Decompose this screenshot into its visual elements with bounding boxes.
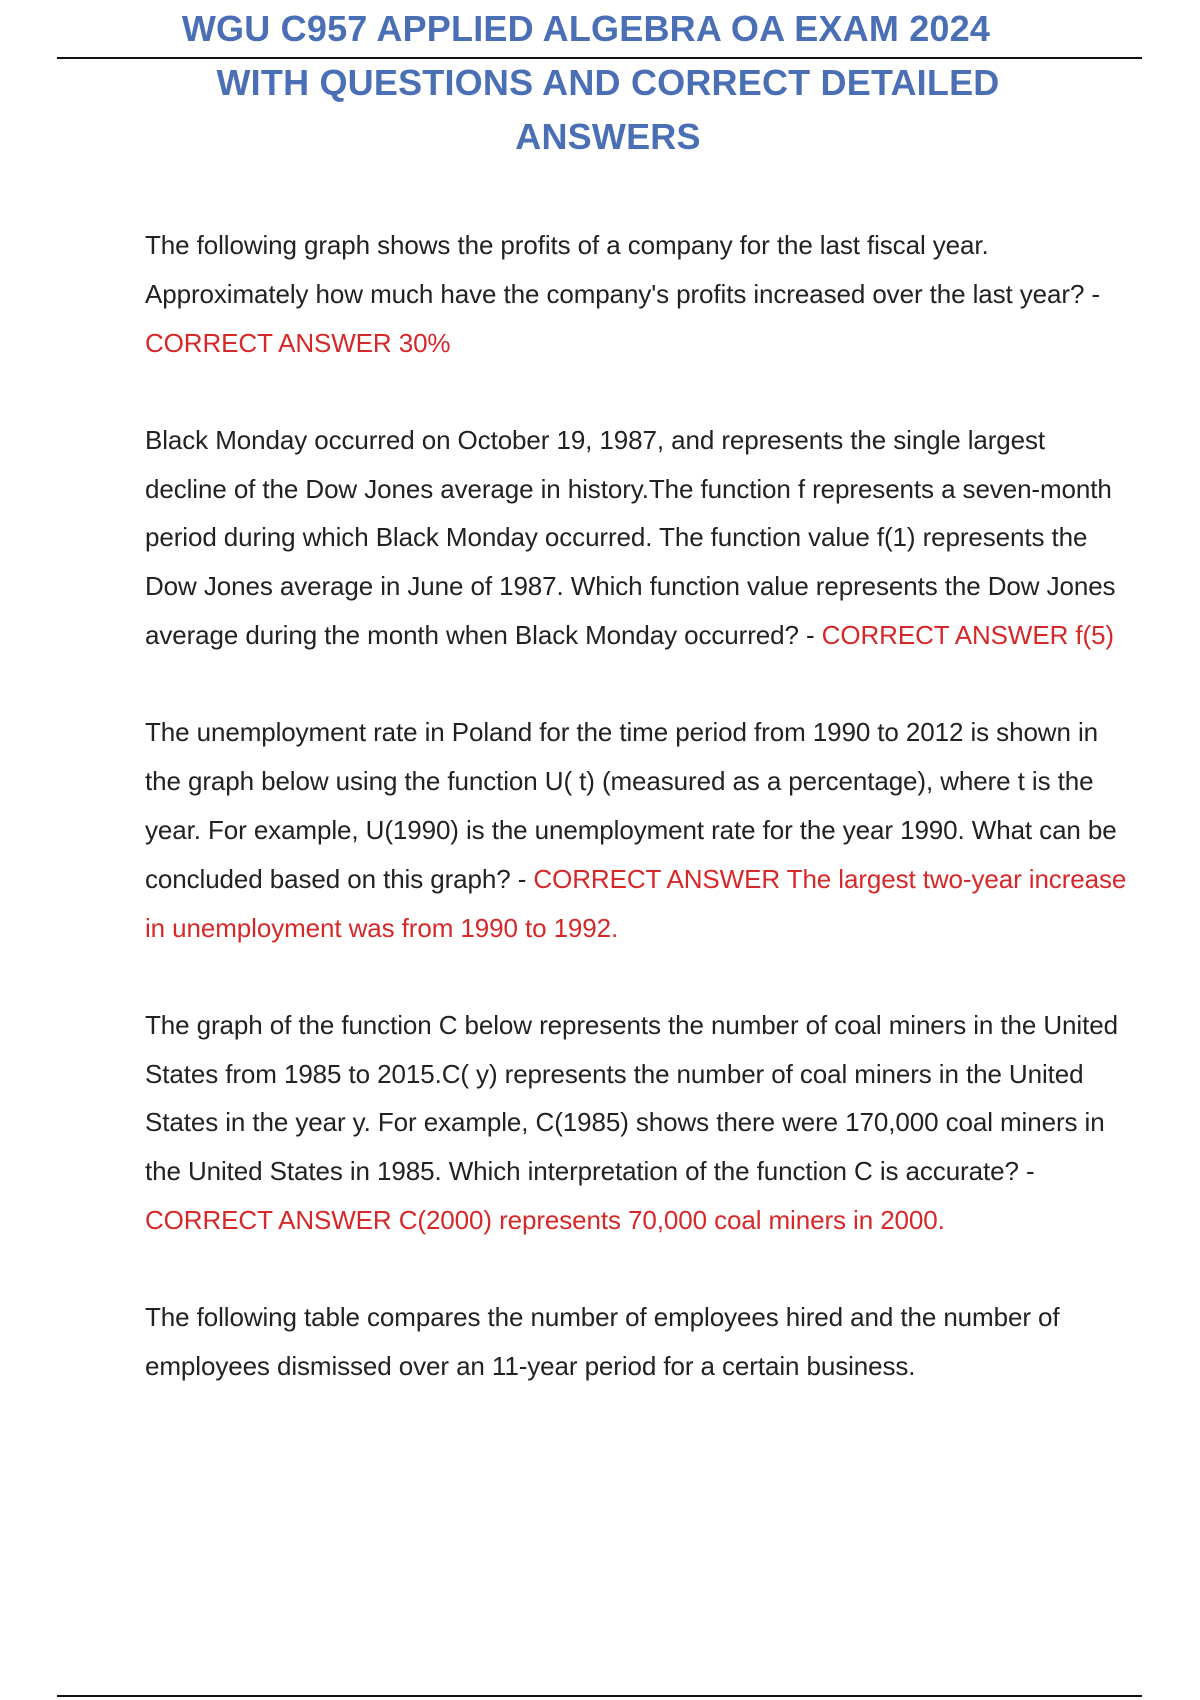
title-line-3: ANSWERS: [515, 116, 701, 157]
question-1: [145, 221, 1130, 367]
question-4-answer: CORRECT ANSWER C(2000) represents 70,000 coal miners in 2000.: [145, 1205, 945, 1236]
question-3-answer: CORRECT ANSWER The largest two-year increase in unemployment was from 1990 to 1992.: [145, 863, 1127, 943]
question-1-answer: CORRECT ANSWER 30%: [145, 327, 451, 358]
question-5-text: The following table compares the number of employees hired and the number of employees dismissed over an 11-year period for a certain business.: [145, 1302, 1060, 1382]
questions-list: [145, 221, 1130, 1439]
question-2-text: Black Monday occurred on October 19, 1987, and represents the single largest decline of the Dow Jones average in history.The function f represents a seven-month period during which Black Monday occurred. The function value f(1) represents the Dow Jones average in June of 1987. Which function value represents the Dow Jones average during the month when Black Monday occurred?: [145, 424, 1116, 651]
question-2-separator: -: [798, 620, 822, 651]
question-3-text: The unemployment rate in Poland for the time period from 1990 to 2012 is shown in the graph below using the function U( t) (measured as a percentage), where t is the year. For example, U(1990) is the unemployment rate for the year 1990. What can be concluded based on this graph?: [145, 717, 1117, 894]
question-3-separator: -: [510, 863, 534, 894]
title-line-1: WGU C957 APPLIED ALGEBRA OA EXAM 2024: [181, 8, 991, 49]
document-title: [0, 2, 1200, 164]
title-line-2: WITH QUESTIONS AND CORRECT DETAILED: [216, 62, 1000, 103]
question-1-separator: -: [1084, 278, 1100, 309]
question-4-text: The graph of the function C below represents the number of coal miners in the United States from 1985 to 2015.C( y) represents the number of coal miners in the United States in the year y. For example, C(1985) shows there were 170,000 coal miners in the United States in 1985. Which interpretation of the function C is accurate?: [145, 1009, 1118, 1187]
footer-divider: [57, 1695, 1142, 1697]
question-4-separator: -: [1018, 1156, 1035, 1187]
question-3: [145, 708, 1130, 952]
question-2: [145, 416, 1130, 660]
question-4: [145, 1001, 1130, 1245]
question-2-answer: CORRECT ANSWER f(5): [821, 620, 1114, 651]
question-5: [145, 1293, 1130, 1391]
question-1-text: The following graph shows the profits of a company for the last fiscal year. Approximately how much have the company's profits increased over the last year?: [145, 230, 1085, 309]
header-divider: [57, 57, 1142, 59]
